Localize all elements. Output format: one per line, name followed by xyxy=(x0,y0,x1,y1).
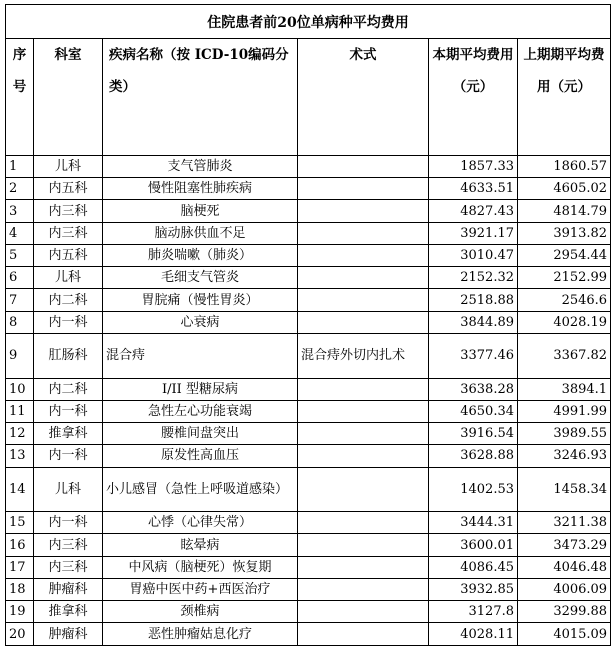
table-row xyxy=(6,334,611,379)
row-dept: 内三科 xyxy=(34,200,103,222)
row-disease: 颈椎病 xyxy=(103,601,298,623)
row-number: 14 xyxy=(6,467,34,512)
table-row xyxy=(6,244,611,266)
row-previous-cost: 3989.55 xyxy=(518,423,611,445)
row-previous-cost: 4028.19 xyxy=(518,311,611,333)
cost-table xyxy=(5,4,611,646)
row-current-cost: 3932.85 xyxy=(429,578,518,600)
row-procedure xyxy=(298,267,429,289)
header-no: 序号 xyxy=(6,39,34,155)
row-procedure xyxy=(298,556,429,578)
row-procedure: 混合痔外切内扎术 xyxy=(298,334,429,379)
row-previous-cost: 3246.93 xyxy=(518,445,611,467)
row-number: 15 xyxy=(6,512,34,534)
row-disease: 脑动脉供血不足 xyxy=(103,222,298,244)
row-dept: 儿科 xyxy=(34,267,103,289)
row-procedure xyxy=(298,178,429,200)
row-disease: 原发性高血压 xyxy=(103,445,298,467)
table-row xyxy=(6,155,611,177)
row-number: 9 xyxy=(6,334,34,379)
row-disease: 急性左心功能衰竭 xyxy=(103,400,298,422)
row-procedure xyxy=(298,578,429,600)
row-procedure xyxy=(298,155,429,177)
row-dept: 内五科 xyxy=(34,178,103,200)
row-dept: 内二科 xyxy=(34,289,103,311)
table-row xyxy=(6,400,611,422)
row-current-cost: 3638.28 xyxy=(429,378,518,400)
row-current-cost: 3600.01 xyxy=(429,534,518,556)
table-row xyxy=(6,445,611,467)
row-current-cost: 1402.53 xyxy=(429,467,518,512)
row-procedure xyxy=(298,445,429,467)
table-row xyxy=(6,222,611,244)
row-procedure xyxy=(298,244,429,266)
row-number: 5 xyxy=(6,244,34,266)
row-previous-cost: 2546.6 xyxy=(518,289,611,311)
header-current-cost: 本期平均费用（元） xyxy=(429,39,518,155)
table-row xyxy=(6,289,611,311)
row-dept: 内一科 xyxy=(34,400,103,422)
row-current-cost: 4633.51 xyxy=(429,178,518,200)
row-previous-cost: 3894.1 xyxy=(518,378,611,400)
row-previous-cost: 4814.79 xyxy=(518,200,611,222)
row-number: 1 xyxy=(6,155,34,177)
table-row xyxy=(6,178,611,200)
row-previous-cost: 4046.48 xyxy=(518,556,611,578)
row-disease: 心悸（心律失常） xyxy=(103,512,298,534)
row-procedure xyxy=(298,467,429,512)
table-row xyxy=(6,623,611,646)
row-disease: 肺炎喘嗽（肺炎） xyxy=(103,244,298,266)
row-dept: 内五科 xyxy=(34,244,103,266)
row-dept: 儿科 xyxy=(34,155,103,177)
row-previous-cost: 4991.99 xyxy=(518,400,611,422)
row-procedure xyxy=(298,623,429,646)
row-current-cost: 4650.34 xyxy=(429,400,518,422)
header-previous-cost: 上期期平均费用（元） xyxy=(518,39,611,155)
table-row xyxy=(6,378,611,400)
table-row xyxy=(6,512,611,534)
row-dept: 推拿科 xyxy=(34,601,103,623)
row-dept: 推拿科 xyxy=(34,423,103,445)
row-procedure xyxy=(298,400,429,422)
row-current-cost: 4827.43 xyxy=(429,200,518,222)
row-disease: 小儿感冒（急性上呼吸道感染） xyxy=(103,467,298,512)
row-procedure xyxy=(298,512,429,534)
header-procedure: 术式 xyxy=(298,39,429,155)
row-current-cost: 3010.47 xyxy=(429,244,518,266)
row-disease: 胃脘痛（慢性胃炎） xyxy=(103,289,298,311)
row-procedure xyxy=(298,289,429,311)
row-previous-cost: 1458.34 xyxy=(518,467,611,512)
row-disease: I/II 型糖尿病 xyxy=(103,378,298,400)
table-row xyxy=(6,534,611,556)
row-number: 17 xyxy=(6,556,34,578)
row-dept: 内二科 xyxy=(34,378,103,400)
row-current-cost: 3628.88 xyxy=(429,445,518,467)
row-number: 4 xyxy=(6,222,34,244)
row-procedure xyxy=(298,200,429,222)
row-current-cost: 2152.32 xyxy=(429,267,518,289)
row-disease: 慢性阻塞性肺疾病 xyxy=(103,178,298,200)
table-row xyxy=(6,578,611,600)
row-disease: 眩晕病 xyxy=(103,534,298,556)
row-current-cost: 3921.17 xyxy=(429,222,518,244)
row-number: 8 xyxy=(6,311,34,333)
row-number: 7 xyxy=(6,289,34,311)
row-previous-cost: 2954.44 xyxy=(518,244,611,266)
title-row xyxy=(6,5,611,39)
row-previous-cost: 4015.09 xyxy=(518,623,611,646)
row-number: 12 xyxy=(6,423,34,445)
row-disease: 心衰病 xyxy=(103,311,298,333)
table-row xyxy=(6,200,611,222)
row-dept: 内三科 xyxy=(34,534,103,556)
row-dept: 肛肠科 xyxy=(34,334,103,379)
row-current-cost: 3916.54 xyxy=(429,423,518,445)
table-row xyxy=(6,556,611,578)
row-current-cost: 2518.88 xyxy=(429,289,518,311)
row-dept: 内一科 xyxy=(34,445,103,467)
row-dept: 内三科 xyxy=(34,556,103,578)
row-disease: 中风病（脑梗死）恢复期 xyxy=(103,556,298,578)
row-procedure xyxy=(298,311,429,333)
row-procedure xyxy=(298,601,429,623)
row-disease: 支气管肺炎 xyxy=(103,155,298,177)
row-number: 2 xyxy=(6,178,34,200)
row-dept: 儿科 xyxy=(34,467,103,512)
row-current-cost: 4086.45 xyxy=(429,556,518,578)
row-previous-cost: 1860.57 xyxy=(518,155,611,177)
row-disease: 恶性肿瘤姑息化疗 xyxy=(103,623,298,646)
header-row xyxy=(6,39,611,155)
row-dept: 肿瘤科 xyxy=(34,578,103,600)
row-disease: 混合痔 xyxy=(103,334,298,379)
row-previous-cost: 3211.38 xyxy=(518,512,611,534)
row-disease: 胃癌中医中药+西医治疗 xyxy=(103,578,298,600)
table-row xyxy=(6,311,611,333)
row-previous-cost: 4006.09 xyxy=(518,578,611,600)
row-number: 18 xyxy=(6,578,34,600)
row-current-cost: 3444.31 xyxy=(429,512,518,534)
row-previous-cost: 4605.02 xyxy=(518,178,611,200)
row-current-cost: 3127.8 xyxy=(429,601,518,623)
row-previous-cost: 3299.88 xyxy=(518,601,611,623)
row-procedure xyxy=(298,423,429,445)
row-dept: 内一科 xyxy=(34,311,103,333)
row-disease: 腰椎间盘突出 xyxy=(103,423,298,445)
row-number: 11 xyxy=(6,400,34,422)
header-dept: 科室 xyxy=(34,39,103,155)
row-procedure xyxy=(298,534,429,556)
row-number: 3 xyxy=(6,200,34,222)
table-title: 住院患者前20位单病种平均费用 xyxy=(6,5,611,39)
row-number: 16 xyxy=(6,534,34,556)
row-number: 19 xyxy=(6,601,34,623)
table-row xyxy=(6,423,611,445)
row-disease: 脑梗死 xyxy=(103,200,298,222)
row-current-cost: 1857.33 xyxy=(429,155,518,177)
row-procedure xyxy=(298,378,429,400)
row-dept: 肿瘤科 xyxy=(34,623,103,646)
row-current-cost: 3377.46 xyxy=(429,334,518,379)
row-previous-cost: 3473.29 xyxy=(518,534,611,556)
row-previous-cost: 3367.82 xyxy=(518,334,611,379)
row-current-cost: 4028.11 xyxy=(429,623,518,646)
row-current-cost: 3844.89 xyxy=(429,311,518,333)
row-dept: 内三科 xyxy=(34,222,103,244)
row-dept: 内一科 xyxy=(34,512,103,534)
row-number: 10 xyxy=(6,378,34,400)
table-row xyxy=(6,601,611,623)
row-previous-cost: 3913.82 xyxy=(518,222,611,244)
row-number: 6 xyxy=(6,267,34,289)
row-number: 13 xyxy=(6,445,34,467)
row-disease: 毛细支气管炎 xyxy=(103,267,298,289)
row-previous-cost: 2152.99 xyxy=(518,267,611,289)
table-row xyxy=(6,467,611,512)
header-disease: 疾病名称（按 ICD-10编码分类） xyxy=(103,39,298,155)
row-procedure xyxy=(298,222,429,244)
row-number: 20 xyxy=(6,623,34,646)
table-row xyxy=(6,267,611,289)
